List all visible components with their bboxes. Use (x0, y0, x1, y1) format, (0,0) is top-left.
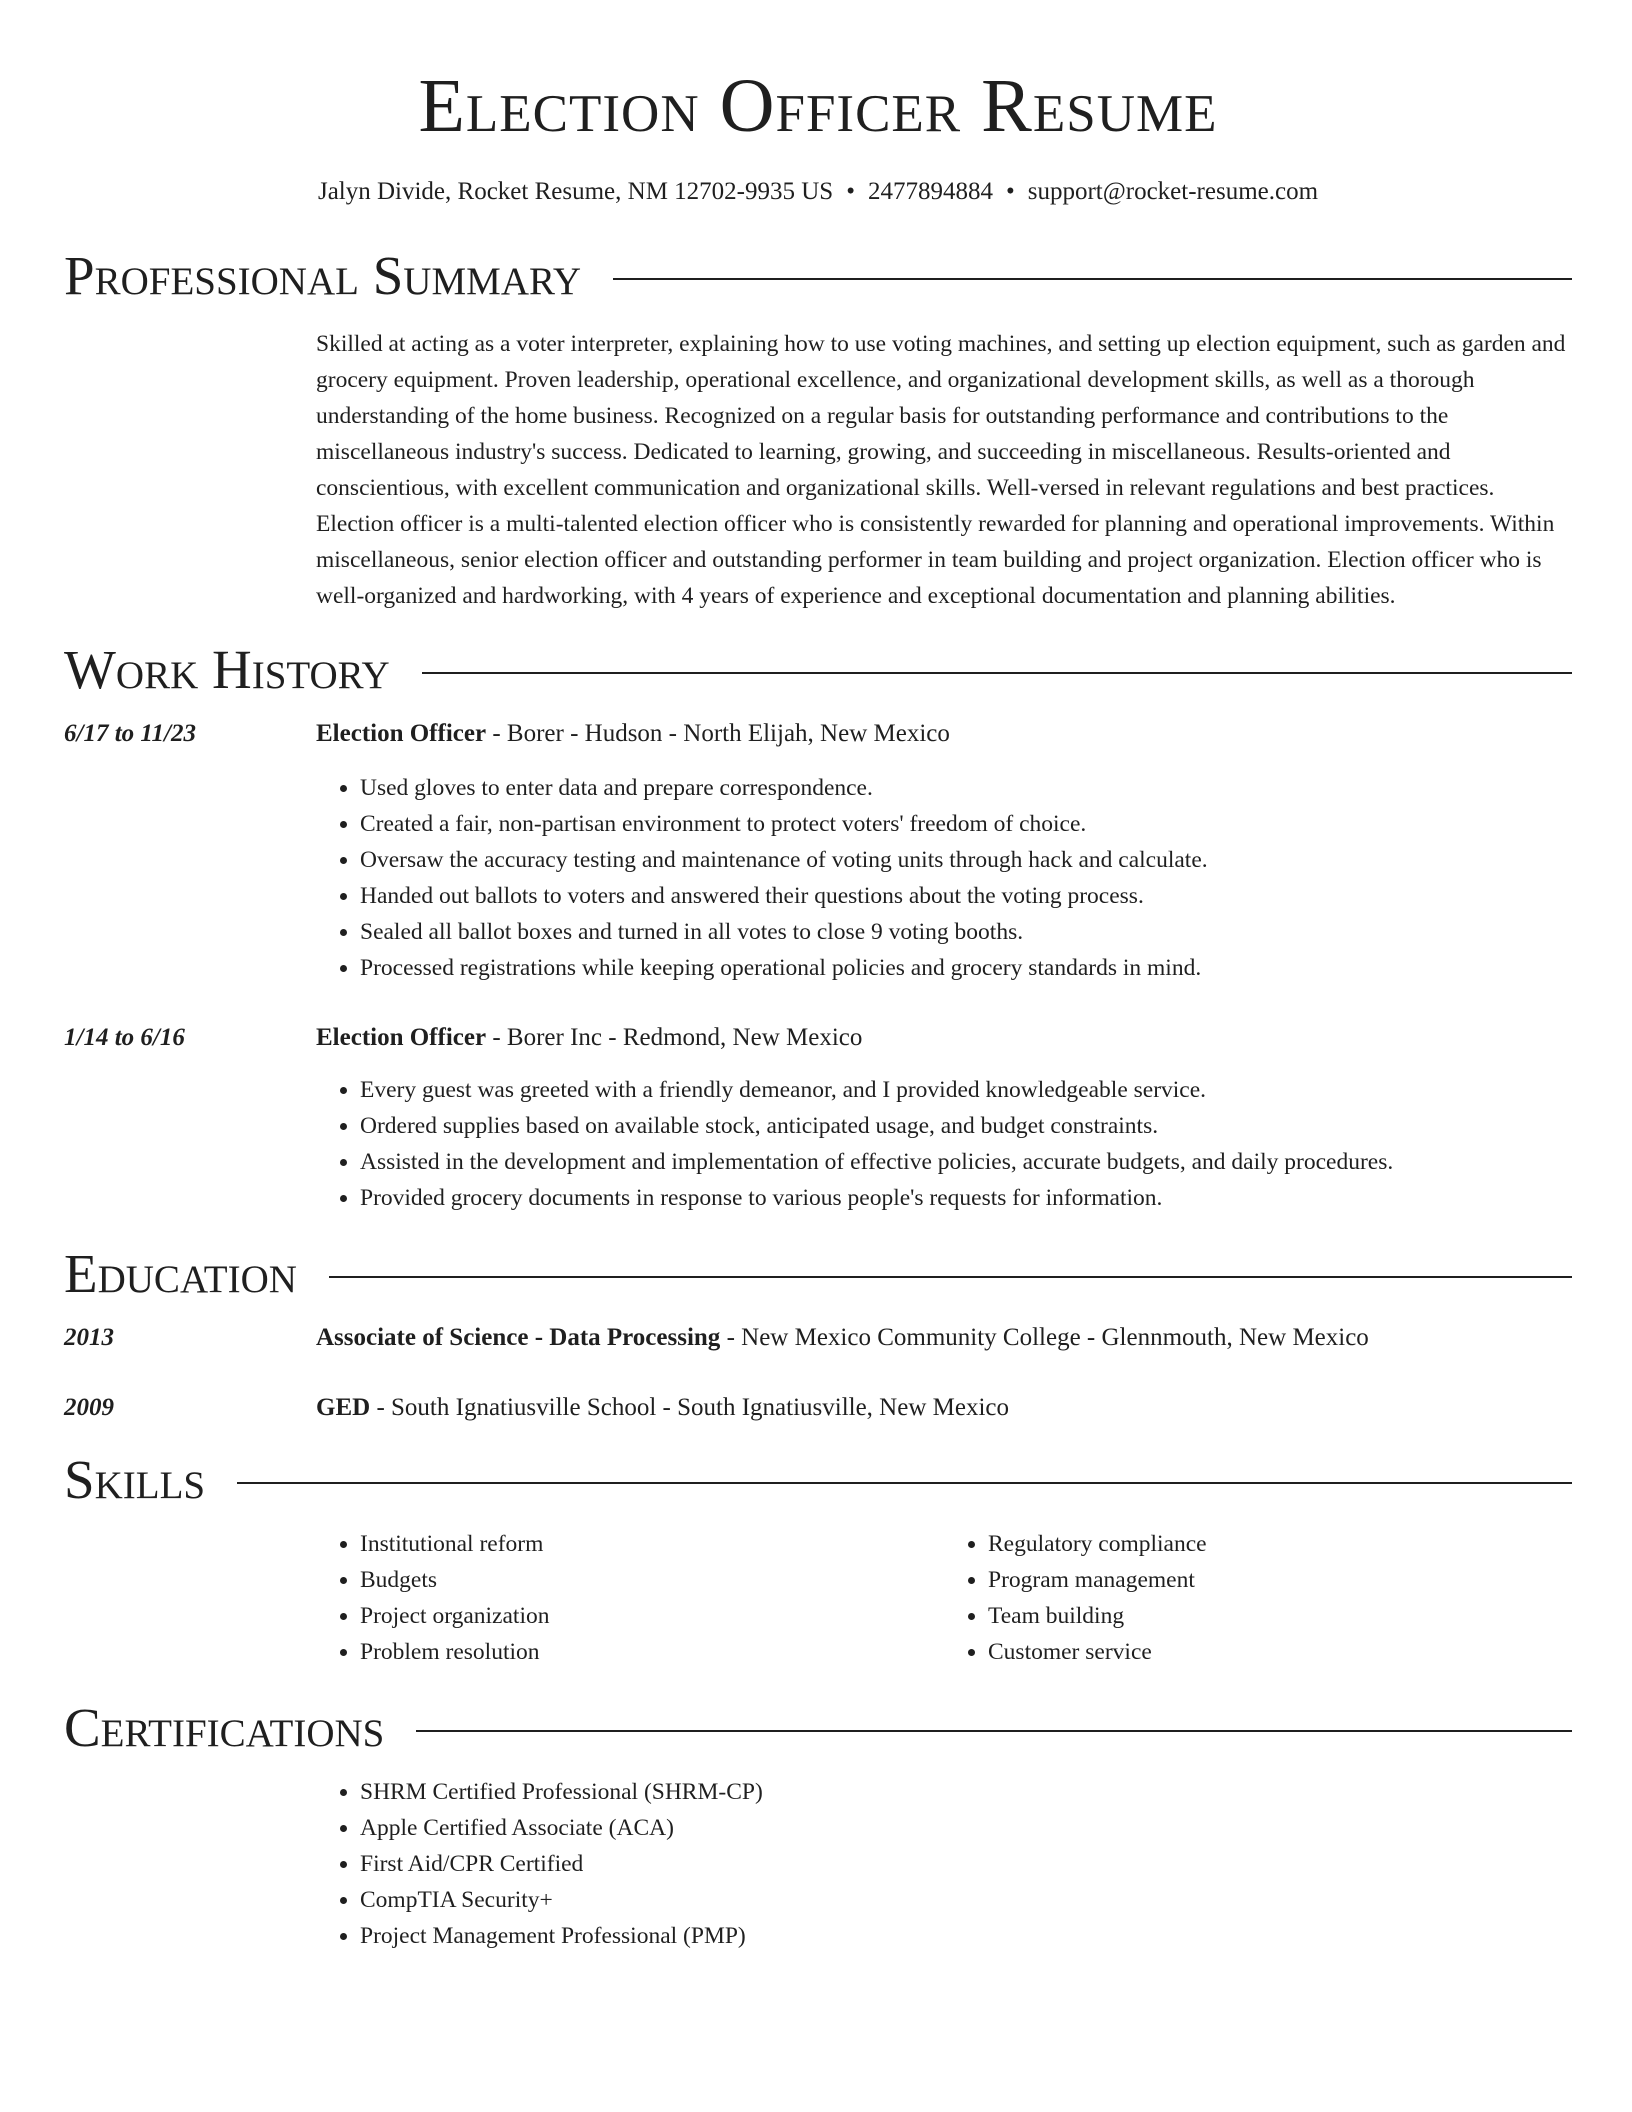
skill-item: • Program management (988, 1562, 1572, 1598)
education-degree: Associate of Science - Data Processing (316, 1324, 721, 1351)
skill-item: • Team building (988, 1598, 1572, 1634)
education-entry (64, 1390, 1572, 1426)
contact-email: support@rocket-resume.com (1027, 178, 1319, 205)
education-details: - South Ignatiusville School - South Ignatiusville, New Mexico (370, 1394, 1010, 1421)
summary-text: Skilled at acting as a voter interpreter, explaining how to use voting machines, and setting up election equipment, such as garden and grocery equipment. Proven leadership, operational excellence, and organizational development skills, as well as a thorough understanding of the home business. Recognized on a regular basis for outstanding performance and contributions to the miscellaneous industry's success. Dedicated to learning, growing, and succeeding in miscellaneous. Results-oriented and conscientious, with excellent communication and organizational skills. Well-versed in relevant regulations and best practices. Election officer is a multi-talented election officer who is consistently rewarded for planning and operational improvements. Within miscellaneous, senior election officer and outstanding performer in team building and project organization. Election officer who is well-organized and hardworking, with 4 years of experience and exceptional documentation and planning abilities. (316, 331, 1566, 609)
education-year: 2009 (64, 1394, 114, 1421)
certification-item: • SHRM Certified Professional (SHRM-CP) (360, 1774, 1572, 1810)
job-bullet: • Used gloves to enter data and prepare correspondence. (360, 770, 1572, 806)
job-details: - Borer Inc - Redmond, New Mexico (486, 1024, 863, 1051)
certification-item: • Apple Certified Associate (ACA) (360, 1810, 1572, 1846)
job-dates: 6/17 to 11/23 (64, 720, 196, 747)
job-bullets (316, 1072, 1572, 1216)
skill-item: • Regulatory compliance (988, 1526, 1572, 1562)
job-bullets (316, 770, 1572, 986)
skills-column-right (944, 1526, 1572, 1670)
skills-grid (316, 1526, 1572, 1670)
certifications-list (316, 1774, 1572, 1954)
education-heading: Education (64, 1243, 297, 1304)
skill-item: • Institutional reform (360, 1526, 944, 1562)
job-bullet: • Handed out ballots to voters and answered their questions about the voting process. (360, 878, 1572, 914)
skills-heading: Skills (64, 1449, 206, 1510)
resume-title: Election Officer Resume (418, 64, 1218, 148)
skills-column-left (316, 1526, 944, 1670)
certifications-section-heading (64, 1696, 1572, 1760)
certification-item: • First Aid/CPR Certified (360, 1846, 1572, 1882)
certifications-heading: Certifications (64, 1697, 385, 1758)
job-bullet: • Assisted in the development and implementation of effective policies, accurate budgets, and daily procedures. (360, 1144, 1572, 1180)
skill-item: • Customer service (988, 1634, 1572, 1670)
contact-phone: 2477894884 (867, 178, 993, 205)
education-degree: GED (316, 1394, 371, 1421)
section-divider (422, 672, 1572, 674)
job-title: Election Officer (316, 1024, 487, 1051)
education-entry (64, 1320, 1572, 1356)
job-details: - Borer - Hudson - North Elijah, New Mexico (486, 720, 950, 747)
section-divider (329, 1276, 1572, 1278)
job-dates: 1/14 to 6/16 (64, 1024, 185, 1051)
education-year: 2013 (64, 1324, 114, 1351)
job-entry (64, 716, 1572, 986)
summary-heading: Professional Summary (64, 245, 582, 306)
skill-item: • Project organization (360, 1598, 944, 1634)
certification-item: • Project Management Professional (PMP) (360, 1918, 1572, 1954)
job-title: Election Officer (316, 720, 487, 747)
job-header (316, 1020, 862, 1056)
education-section-heading (64, 1242, 1572, 1306)
job-header (316, 716, 950, 752)
job-bullet: • Provided grocery documents in response to various people's requests for information. (360, 1180, 1572, 1216)
job-bullet: • Processed registrations while keeping operational policies and grocery standards in mind. (360, 950, 1572, 986)
education-header (316, 1320, 1369, 1356)
section-divider (416, 1730, 1572, 1732)
skill-item: • Budgets (360, 1562, 944, 1598)
job-bullet: • Created a fair, non-partisan environment to protect voters' freedom of choice. (360, 806, 1572, 842)
section-divider (613, 278, 1572, 280)
resume-page (64, 0, 1572, 1954)
education-details: - New Mexico Community College - Glennmouth, New Mexico (720, 1324, 1369, 1351)
skill-item: • Problem resolution (360, 1634, 944, 1670)
contact-separator: • (1005, 178, 1015, 205)
work-section-heading (64, 638, 1572, 702)
certification-item: • CompTIA Security+ (360, 1882, 1572, 1918)
education-header (316, 1390, 1009, 1426)
job-bullet: • Ordered supplies based on available stock, anticipated usage, and budget constraints. (360, 1108, 1572, 1144)
contact-separator: • (846, 178, 855, 205)
skills-section-heading (64, 1448, 1572, 1512)
work-heading: Work History (64, 639, 390, 700)
job-bullet: • Every guest was greeted with a friendly demeanor, and I provided knowledgeable service. (360, 1072, 1572, 1108)
contact-line (64, 176, 1572, 208)
job-bullet: • Oversaw the accuracy testing and maintenance of voting units through hack and calculate. (360, 842, 1572, 878)
section-divider (237, 1482, 1572, 1484)
job-entry (64, 1020, 1572, 1216)
contact-address: Jalyn Divide, Rocket Resume, NM 12702-9935 US (317, 178, 834, 205)
summary-section-heading (64, 244, 1572, 308)
job-bullet: • Sealed all ballot boxes and turned in all votes to close 9 voting booths. (360, 914, 1572, 950)
